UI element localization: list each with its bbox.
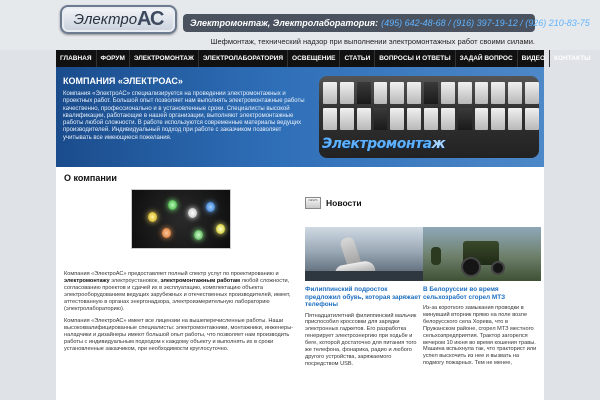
nav-item-electromontage[interactable]: ЭЛЕКТРОМОНТАЖ bbox=[130, 50, 199, 67]
news-link-2[interactable]: В Белоруссии во время сельхозработ сгорел МТЗ bbox=[423, 286, 506, 301]
tractor-image[interactable] bbox=[423, 227, 541, 281]
news-text-2: Из-за короткого замыкания проводки в минувший вторник прямо на поле возле белорусского села Хорева, что в Пружанском районе, сгорел МТЗ местного сельхозпредприятия. Трактор загорелся вечером 10 июня во время кошения травы. Машина вспыхнула так, что тракторист или успел выскочить из нее и вызвать на подмогу пожарных. Тем не менее, bbox=[423, 305, 537, 367]
news-item bbox=[305, 227, 423, 368]
tagline: Электромонтаж, Электролаборатория: bbox=[190, 18, 379, 28]
logo-suffix: АС bbox=[137, 8, 164, 30]
nav-item-lighting[interactable]: ОСВЕЩЕНИЕ bbox=[288, 50, 340, 67]
nav-item-video[interactable]: ВИДЕО bbox=[518, 50, 550, 67]
logo-prefix: Электро bbox=[73, 11, 138, 28]
about-title: О компании bbox=[64, 173, 117, 183]
main-nav bbox=[56, 50, 591, 67]
banner-title: КОМПАНИЯ «ЭЛЕКТРОАС» bbox=[63, 76, 183, 86]
site-header bbox=[0, 0, 600, 50]
phone-bar bbox=[183, 14, 590, 32]
news-link-1[interactable]: Филиппинский подросток предложил обувь, которая заряжает телефоны bbox=[305, 286, 421, 308]
nav-item-ask[interactable]: ЗАДАЙ ВОПРОС bbox=[456, 50, 518, 67]
hero-banner bbox=[56, 67, 544, 167]
nav-item-contacts[interactable]: КОНТАКТЫ bbox=[554, 55, 591, 62]
phone-numbers: (495) 642-48-68 / (916) 397-19-12 / (926) 210-83-75 bbox=[381, 18, 590, 28]
link-electromontage-works[interactable]: электромонтажным работам bbox=[160, 278, 241, 285]
news-text-1: Пятнадцатилетний филиппинский мальчик приспособил кроссовки для зарядки электронных гаджетов. Его разработка генерирует электроэнергию при ходьбе и беге, которой достаточно для питания того же телефона, фонарика, радио и любого другого устройства, заряжаемого посредством USB. bbox=[305, 312, 417, 367]
banner-caption bbox=[322, 136, 445, 152]
news-header bbox=[305, 197, 362, 209]
banner-text: Компания «ЭлектроАС» специализируется на проведении электромонтажных и проектных работ. Большой опыт позволяет нам выполнять электромонтажные работы качественно, профессионально и в установленные сроки. Специалисты высокой квалификации, работающие в нашей организации, выполняют электромонтажные работы любой сложности. В работе используются современные материалы ведущих производителей. Индивидуальный подход при работе с заказчиком позволяет учитывать все имеющиеся пожелания. bbox=[63, 91, 305, 141]
news-title: Новости bbox=[326, 198, 362, 208]
lightbulbs-image bbox=[131, 189, 231, 249]
banner-caption-main: Электромонта bbox=[322, 136, 432, 152]
slogan: Шефмонтаж, технический надзор при выполнении электромонтажных работ своими силами. bbox=[210, 37, 535, 46]
nav-item-electrolab[interactable]: ЭЛЕКТРОЛАБОРАТОРИЯ bbox=[199, 50, 288, 67]
about-paragraph-1: Компания «ЭлектроАС» предоставляет полный спектр услуг по проектированию и электромонтажу электроустановок, электромонтажным работам любой сложности, согласованию проектов и сдачей их в эксплуатацию, комплектацию объекта электрооборудованием ведущих зарубежных и отечественных производителей, имеет, аттестованную в органах энергонадзора, электроизмерительную лабораторию (электролабораторию). bbox=[64, 271, 291, 313]
shoe-runner-image[interactable] bbox=[305, 227, 423, 281]
link-electromontage[interactable]: электромонтажу bbox=[64, 278, 110, 285]
main-content bbox=[56, 167, 544, 400]
nav-item-forum[interactable]: ФОРУМ bbox=[97, 50, 130, 67]
banner-caption-end: ж bbox=[431, 136, 446, 152]
about-text bbox=[64, 271, 296, 357]
site-logo[interactable] bbox=[60, 5, 177, 34]
about-paragraph-2: Компания «ЭлектроАС» имеет все лицензии на вышеперечисленные работы. Наши высококвалифицированные специалисты: электромонтажники, монтажники, инженеры-наладчики и дизайнеры имеют большой опыт работы, что позволяет нам производить работы с индивидуальным подходом к каждому объекту и выполнять их в сроки установленные заказчиком, при необходимости круглосуточно. bbox=[64, 317, 294, 352]
nav-item-home[interactable]: ГЛАВНАЯ bbox=[56, 50, 97, 67]
newspaper-icon: NEWS bbox=[305, 197, 321, 209]
nav-item-faq[interactable]: ВОПРОСЫ И ОТВЕТЫ bbox=[375, 50, 455, 67]
nav-item-articles[interactable]: СТАТЬИ bbox=[340, 50, 375, 67]
news-item bbox=[423, 227, 541, 367]
